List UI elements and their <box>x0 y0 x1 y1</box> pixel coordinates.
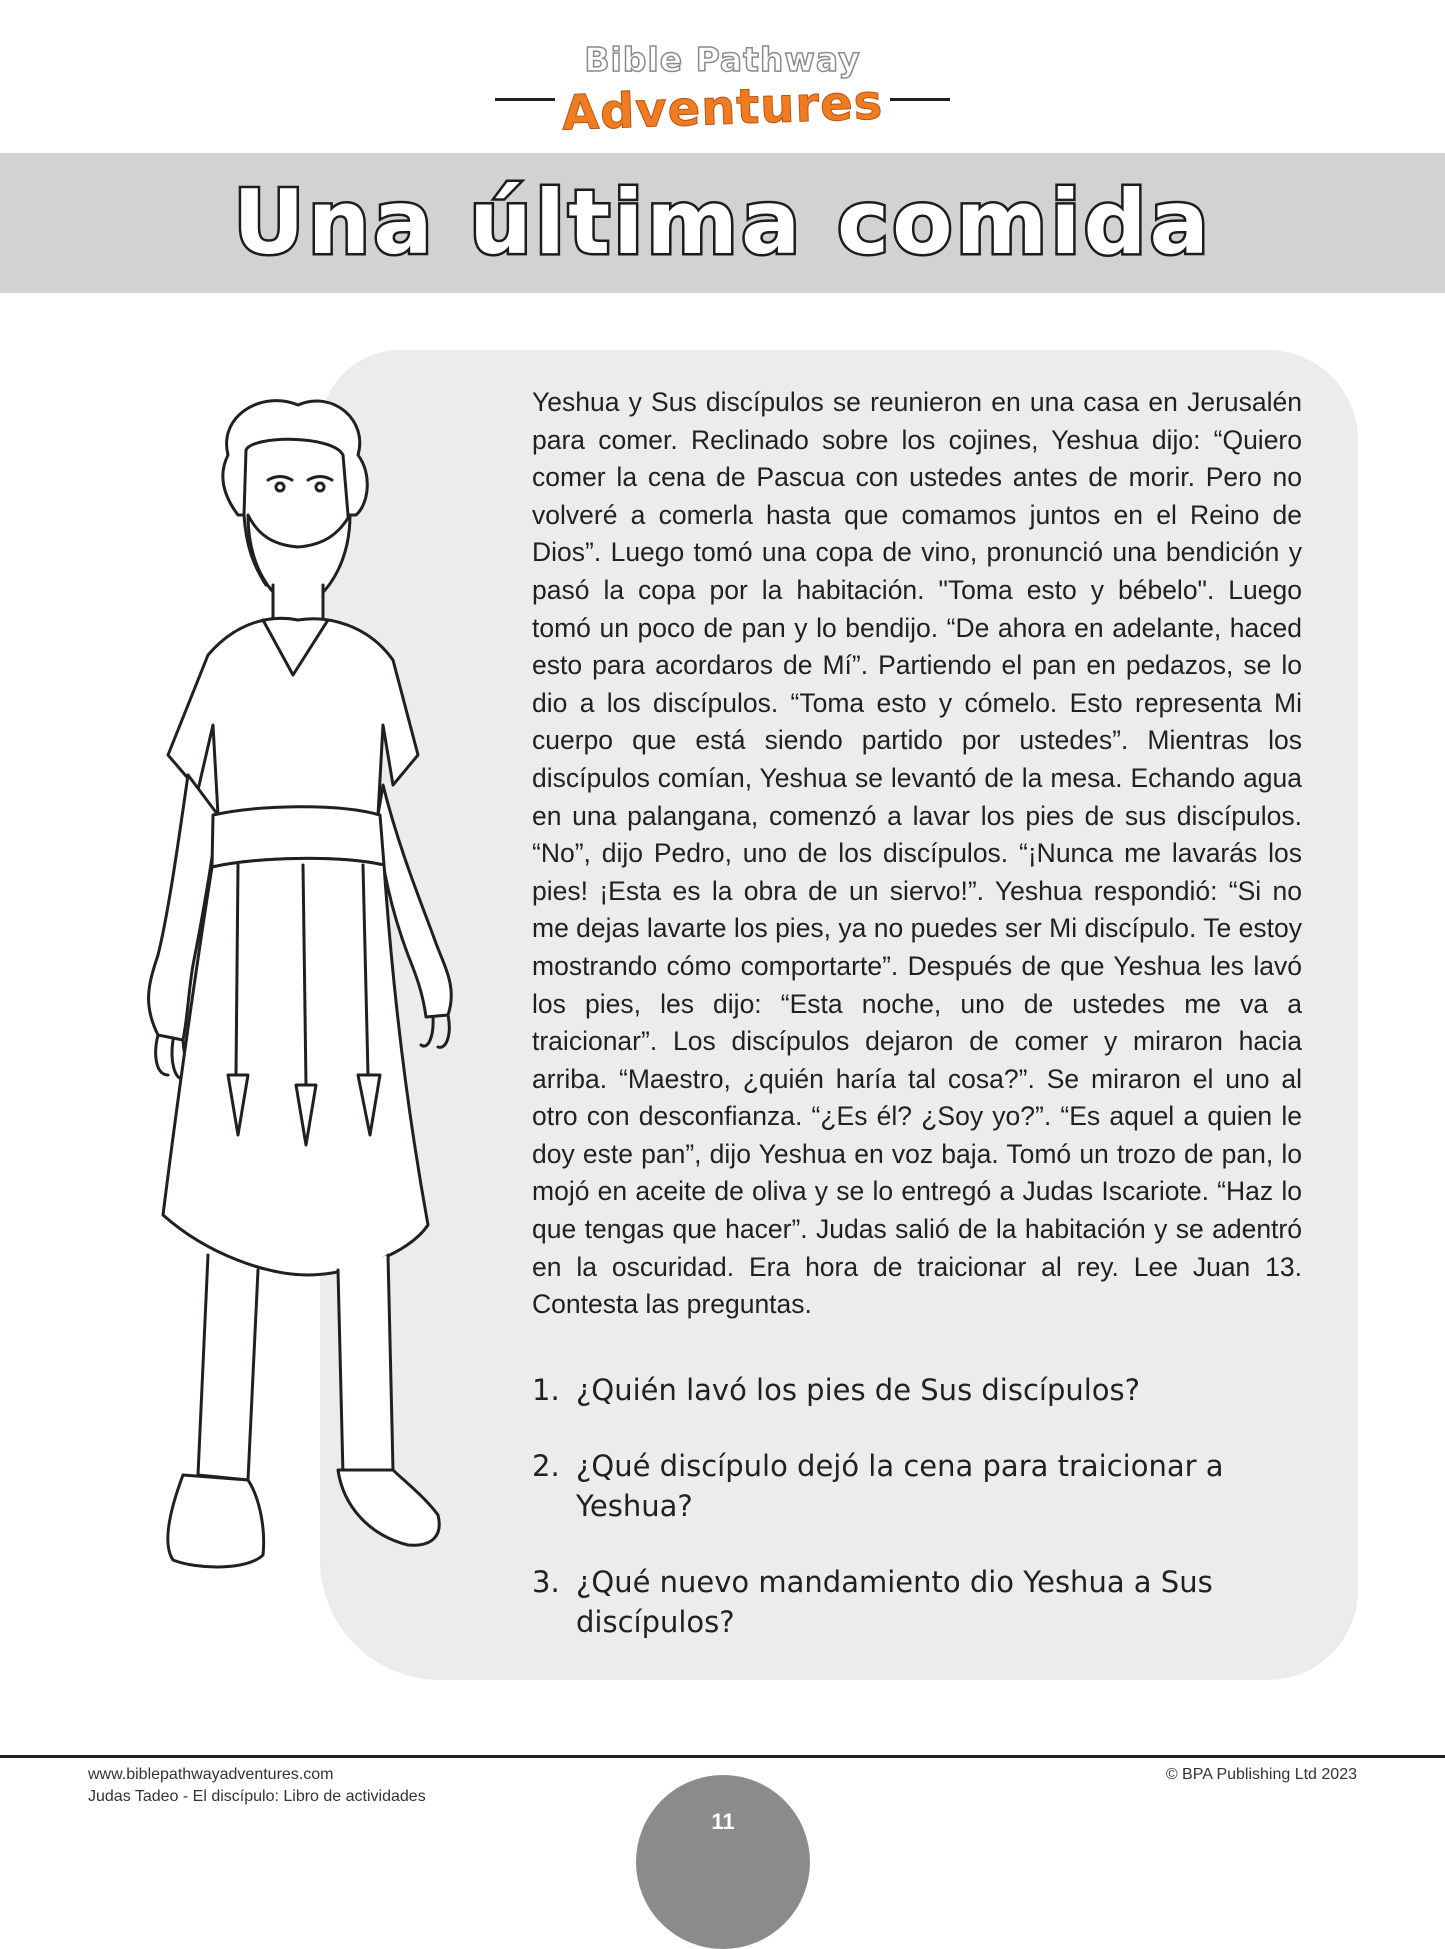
footer-rule <box>0 1755 1445 1758</box>
question-text: ¿Qué nuevo mandamiento dio Yeshua a Sus discípulos? <box>576 1565 1213 1639</box>
question-item <box>532 1562 1312 1642</box>
question-text: ¿Qué discípulo dejó la cena para traicionar a Yeshua? <box>576 1449 1224 1523</box>
page-number: 11 <box>711 1809 735 1834</box>
brand-logo <box>495 40 950 140</box>
story-text: Yeshua y Sus discípulos se reunieron en una casa en Jerusalén para comer. Reclinado sobre los cojines, Yeshua dijo: “Quiero comer la cena de Pascua con ustedes antes de morir. Pero no volveré a comerla hasta que comamos juntos en el Reino de Dios”. Luego tomó una copa de vino, pronunció una bendición y pasó la copa por la habitación. "Toma esto y bébelo". Luego tomó un poco de pan y lo bendijo. “De ahora en adelante, haced esto para acordaros de Mí”. Partiendo el pan en pedazos, se lo dio a los discípulos. “Toma esto y cómelo. Esto representa Mi cuerpo que está siendo partido por ustedes”. Mientras los discípulos comían, Yeshua se levantó de la mesa. Echando agua en una palangana, comenzó a lavar los pies de sus discípulos. “No”, dijo Pedro, uno de los discípulos. “¡Nunca me lavarás los pies! ¡Esta es la obra de un siervo!”. Yeshua respondió: “Si no me dejas lavarte los pies, ya no puedes ser Mi discípulo. Te estoy mostrando cómo comportarte”. Después de que Yeshua les lavó los pies, les dijo: “Esta noche, uno de ustedes me va a traicionar”. Los discípulos dejaron de comer y miraron hacia arriba. “Maestro, ¿quién haría tal cosa?”. Se miraron el uno al otro con desconfianza. “¿Es él? ¿Soy yo?”. “Es aquel a quien le doy este pan”, dijo Yeshua en voz baja. Tomó un trozo de pan, lo mojó en aceite de oliva y se lo entregó a Judas Iscariote. “Haz lo que tengas que hacer”. Judas salió de la habitación y se adentró en la oscuridad. Era hora de traicionar al rey. Lee Juan 13. Contesta las preguntas. <box>532 387 1302 1320</box>
footer-book-title: Judas Tadeo - El discípulo: Libro de actividades <box>88 1788 426 1805</box>
logo-bottom-word: Adventures <box>560 74 885 142</box>
footer-url[interactable]: www.biblepathwayadventures.com <box>88 1766 334 1783</box>
question-item <box>532 1446 1312 1526</box>
disciple-illustration <box>88 395 508 1640</box>
footer-left <box>88 1764 426 1808</box>
title-banner <box>0 153 1445 293</box>
question-list <box>532 1370 1312 1678</box>
question-number: 1. <box>532 1373 560 1407</box>
page-number-badge <box>636 1775 810 1949</box>
question-number: 3. <box>532 1565 560 1599</box>
question-number: 2. <box>532 1449 560 1483</box>
page-title: Una última comida <box>233 171 1212 274</box>
question-item <box>532 1370 1312 1410</box>
logo-right-rule <box>890 98 950 101</box>
question-text: ¿Quién lavó los pies de Sus discípulos? <box>576 1373 1141 1407</box>
logo-top-word: Bible Pathway <box>584 40 861 79</box>
footer-copyright: © BPA Publishing Ltd 2023 <box>1165 1766 1357 1783</box>
